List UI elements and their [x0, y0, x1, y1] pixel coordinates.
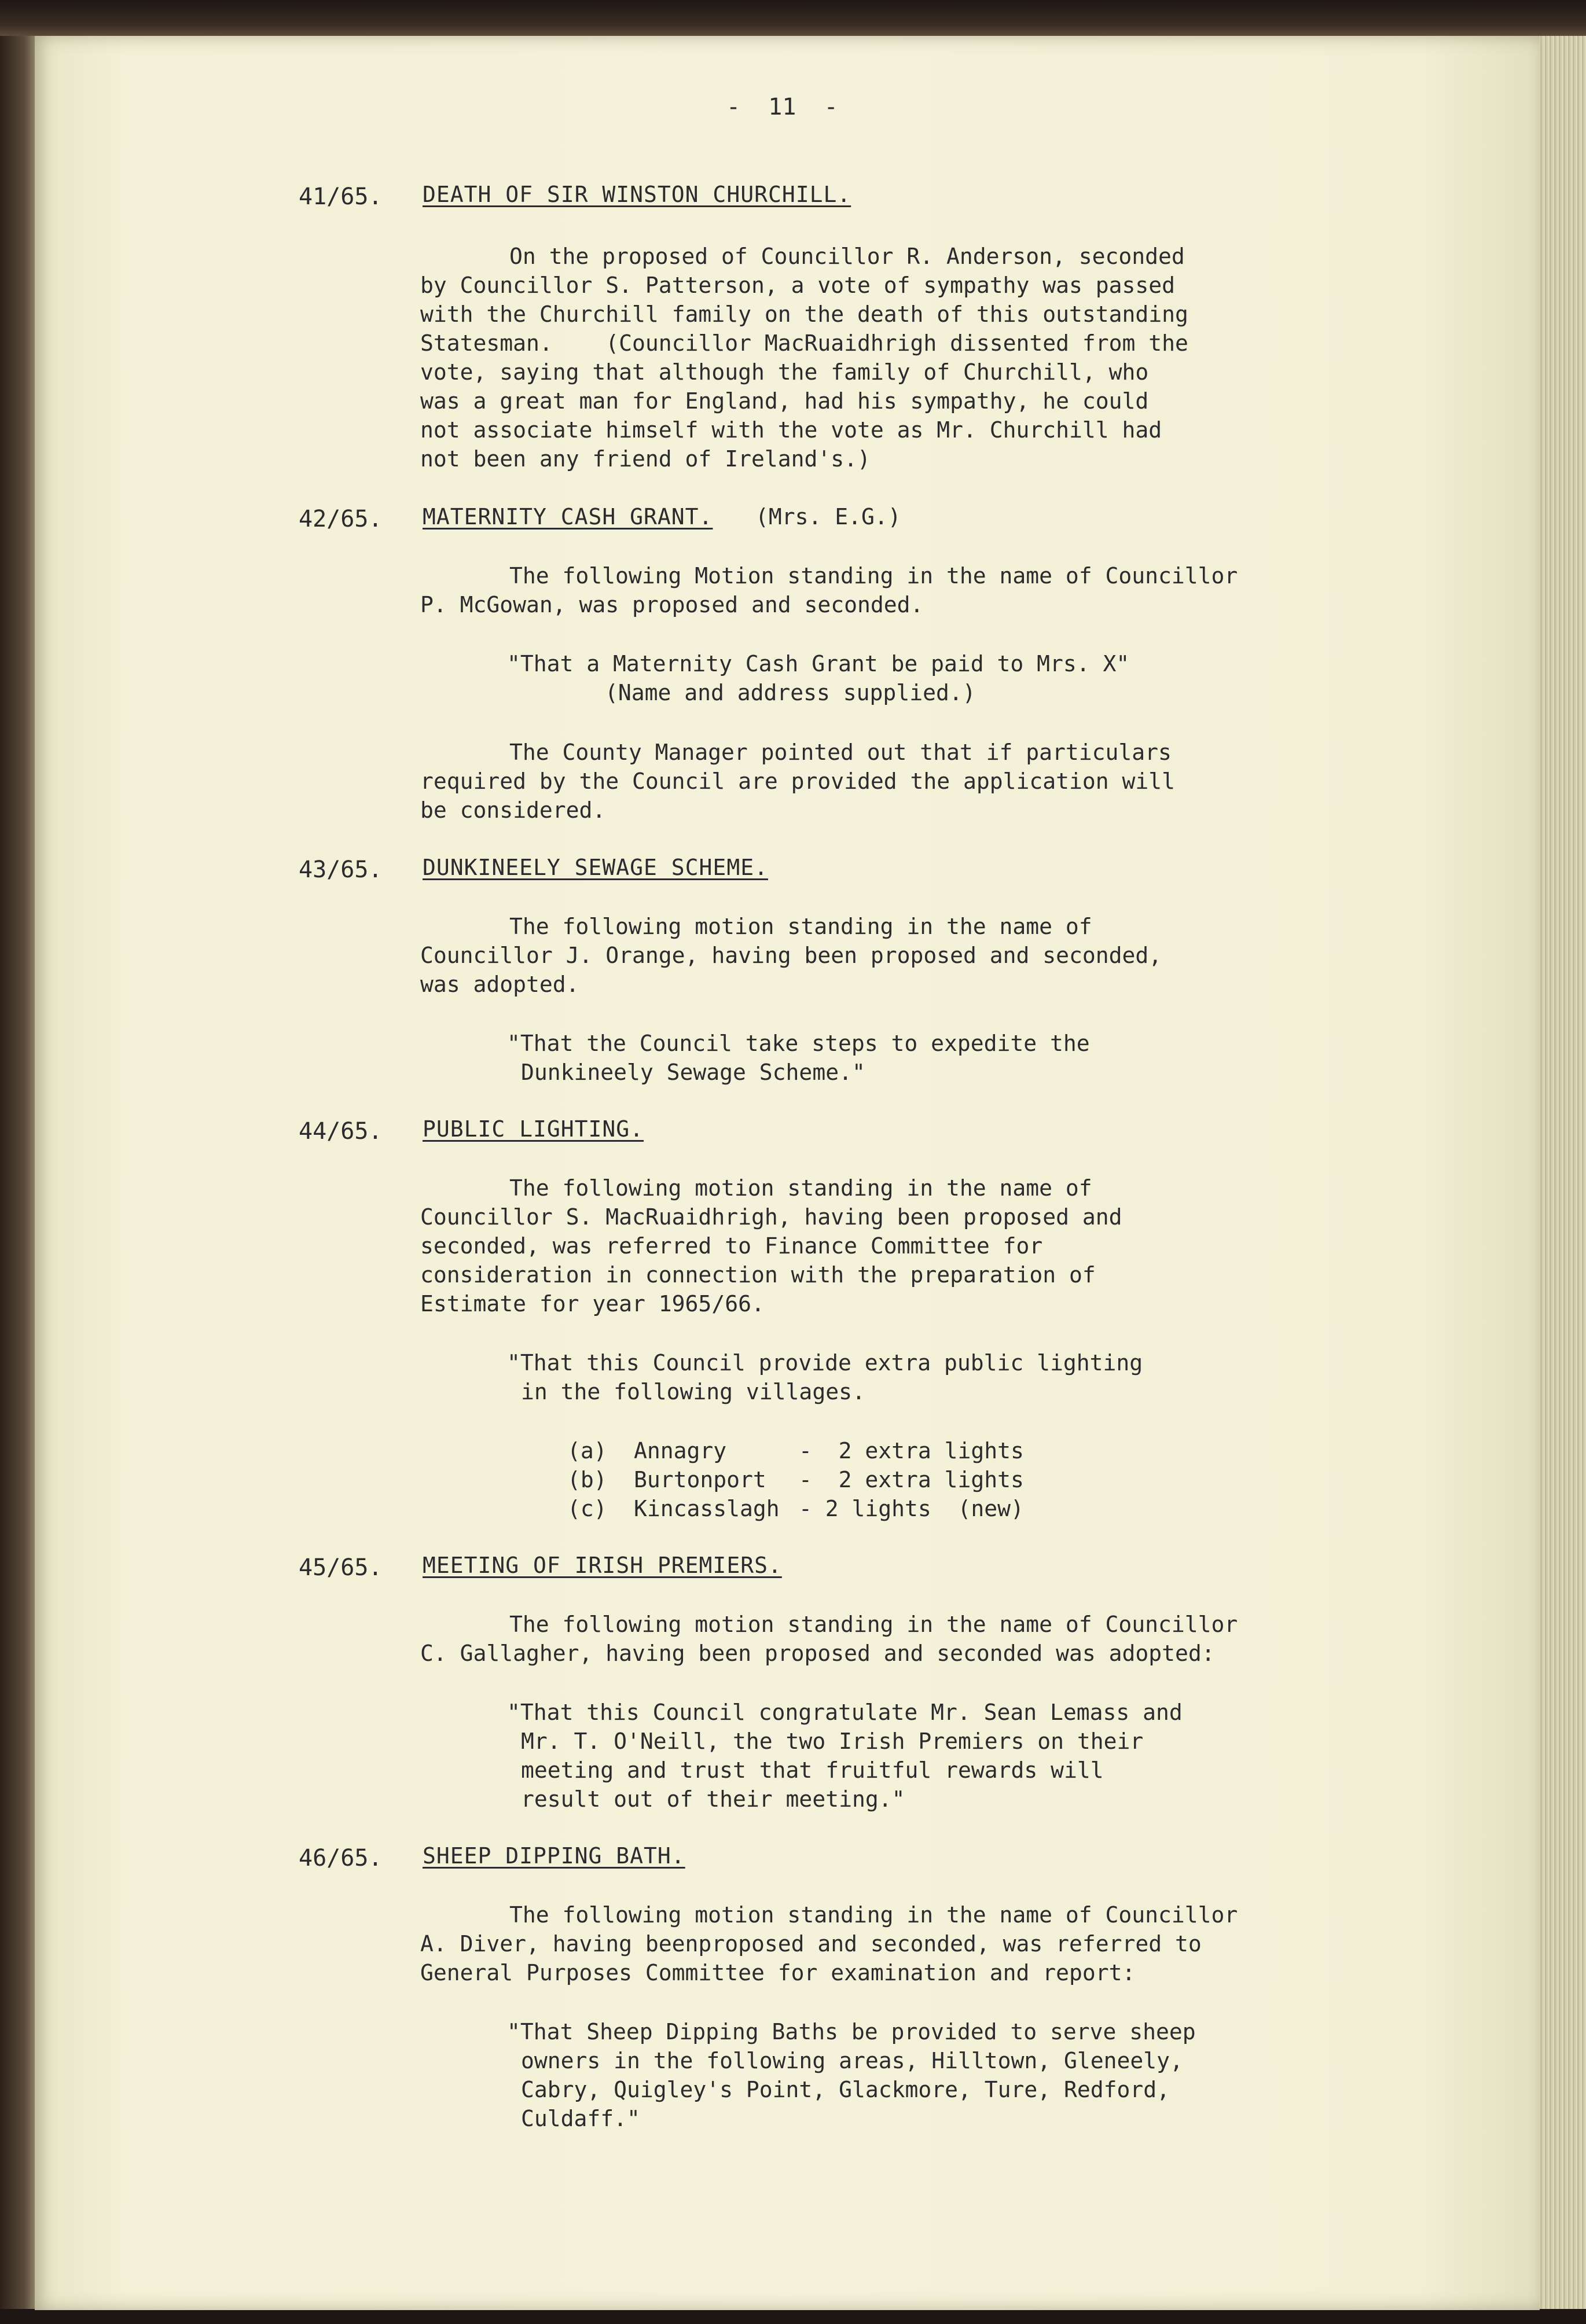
quoted-motion: result out of their meeting."	[521, 1786, 905, 1812]
item-heading: DUNKINEELY SEWAGE SCHEME.	[423, 855, 768, 880]
paragraph-line: by Councillor S. Patterson, a vote of sympathy was passed	[420, 273, 1176, 298]
paragraph-line: seconded, was referred to Finance Committee for	[420, 1233, 1043, 1259]
item-number: 45/65.	[299, 1554, 383, 1581]
paragraph-line: be considered.	[420, 797, 606, 823]
paragraph-line: was adopted.	[420, 972, 579, 997]
quoted-motion: "That Sheep Dipping Baths be provided to serve sheep	[507, 2019, 1196, 2044]
paragraph-line: P. McGowan, was proposed and seconded.	[420, 592, 924, 617]
paragraph-line: consideration in connection with the preparation of	[420, 1262, 1096, 1288]
paragraph-line: not associate himself with the vote as Mr. Churchill had	[420, 417, 1162, 443]
quoted-motion: Culdaff."	[521, 2106, 640, 2131]
list-item-place: Annagry	[634, 1438, 727, 1463]
paragraph-line: was a great man for England, had his sympathy, he could	[420, 388, 1149, 414]
top-binding-edge	[0, 0, 1586, 36]
paragraph-line: The following Motion standing in the name of Councillor	[509, 563, 1238, 589]
paragraph-line: Councillor S. MacRuaidhrigh, having been proposed and	[420, 1204, 1122, 1230]
page-number: - 11 -	[726, 94, 838, 120]
paragraph-line: not been any friend of Ireland's.)	[420, 446, 871, 472]
quoted-motion: meeting and trust that fruitful rewards will	[521, 1757, 1104, 1783]
list-item-place: Kincasslagh	[634, 1496, 780, 1521]
paragraph-line: The County Manager pointed out that if particulars	[509, 740, 1172, 765]
item-heading: SHEEP DIPPING BATH.	[423, 1843, 685, 1869]
quote-note: (Name and address supplied.)	[605, 680, 976, 705]
list-item-letter: (c)	[567, 1496, 607, 1521]
paragraph-line: with the Churchill family on the death of this outstanding	[420, 301, 1188, 327]
list-item-detail: - 2 lights (new)	[799, 1496, 1024, 1521]
paragraph-line: required by the Council are provided the application will	[420, 768, 1176, 794]
bottom-edge	[0, 2309, 1586, 2324]
paragraph-line: The following motion standing in the name of Councillor	[509, 1612, 1238, 1637]
list-item-place: Burtonport	[634, 1467, 766, 1492]
quoted-motion: "That this Council congratulate Mr. Sean Lemass and	[507, 1700, 1183, 1725]
item-heading: MEETING OF IRISH PREMIERS.	[423, 1553, 782, 1578]
paragraph-line: On the proposed of Councillor R. Anderson, seconded	[509, 244, 1185, 269]
paragraph-line: Councillor J. Orange, having been proposed and seconded,	[420, 943, 1162, 968]
item-heading: DEATH OF SIR WINSTON CHURCHILL.	[423, 182, 851, 207]
list-item-letter: (b)	[567, 1467, 607, 1492]
list-item-detail: - 2 extra lights	[799, 1438, 1024, 1463]
paragraph-line: Statesman. (Councillor MacRuaidhrigh dissented from the	[420, 330, 1188, 356]
quoted-motion: Cabry, Quigley's Point, Glackmore, Ture, Redford,	[521, 2077, 1170, 2102]
quoted-motion: Dunkineely Sewage Scheme."	[521, 1060, 865, 1085]
page-stack-edge	[1537, 36, 1586, 2309]
quoted-motion: "That this Council provide extra public lighting	[507, 1350, 1143, 1376]
item-number: 43/65.	[299, 856, 383, 883]
item-heading-suffix: (Mrs. E.G.)	[755, 504, 901, 529]
paragraph-line: General Purposes Committee for examination and report:	[420, 1960, 1136, 1985]
list-item-detail: - 2 extra lights	[799, 1467, 1024, 1492]
quoted-motion: "That a Maternity Cash Grant be paid to Mrs. X"	[507, 651, 1130, 676]
quoted-motion: "That the Council take steps to expedite the	[507, 1031, 1090, 1056]
item-number: 46/65.	[299, 1845, 383, 1871]
paragraph-line: vote, saying that although the family of Churchill, who	[420, 359, 1149, 385]
paragraph-line: The following motion standing in the name of Councillor	[509, 1902, 1238, 1928]
item-heading: MATERNITY CASH GRANT.	[423, 504, 713, 529]
paragraph-line: The following motion standing in the name of	[509, 914, 1092, 939]
quoted-motion: Mr. T. O'Neill, the two Irish Premiers on their	[521, 1729, 1144, 1754]
paragraph-line: Estimate for year 1965/66.	[420, 1291, 765, 1317]
paragraph-line: C. Gallagher, having been proposed and seconded was adopted:	[420, 1641, 1215, 1666]
item-heading: PUBLIC LIGHTING.	[423, 1116, 644, 1142]
item-number: 42/65.	[299, 506, 383, 532]
quoted-motion: owners in the following areas, Hilltown, Gleneely,	[521, 2048, 1183, 2073]
item-number: 41/65.	[299, 183, 383, 210]
item-number: 44/65.	[299, 1118, 383, 1145]
paragraph-line: A. Diver, having beenproposed and seconded, was referred to	[420, 1931, 1202, 1957]
quoted-motion: in the following villages.	[521, 1379, 865, 1404]
paragraph-line: The following motion standing in the name of	[509, 1175, 1092, 1201]
list-item-letter: (a)	[567, 1438, 607, 1463]
